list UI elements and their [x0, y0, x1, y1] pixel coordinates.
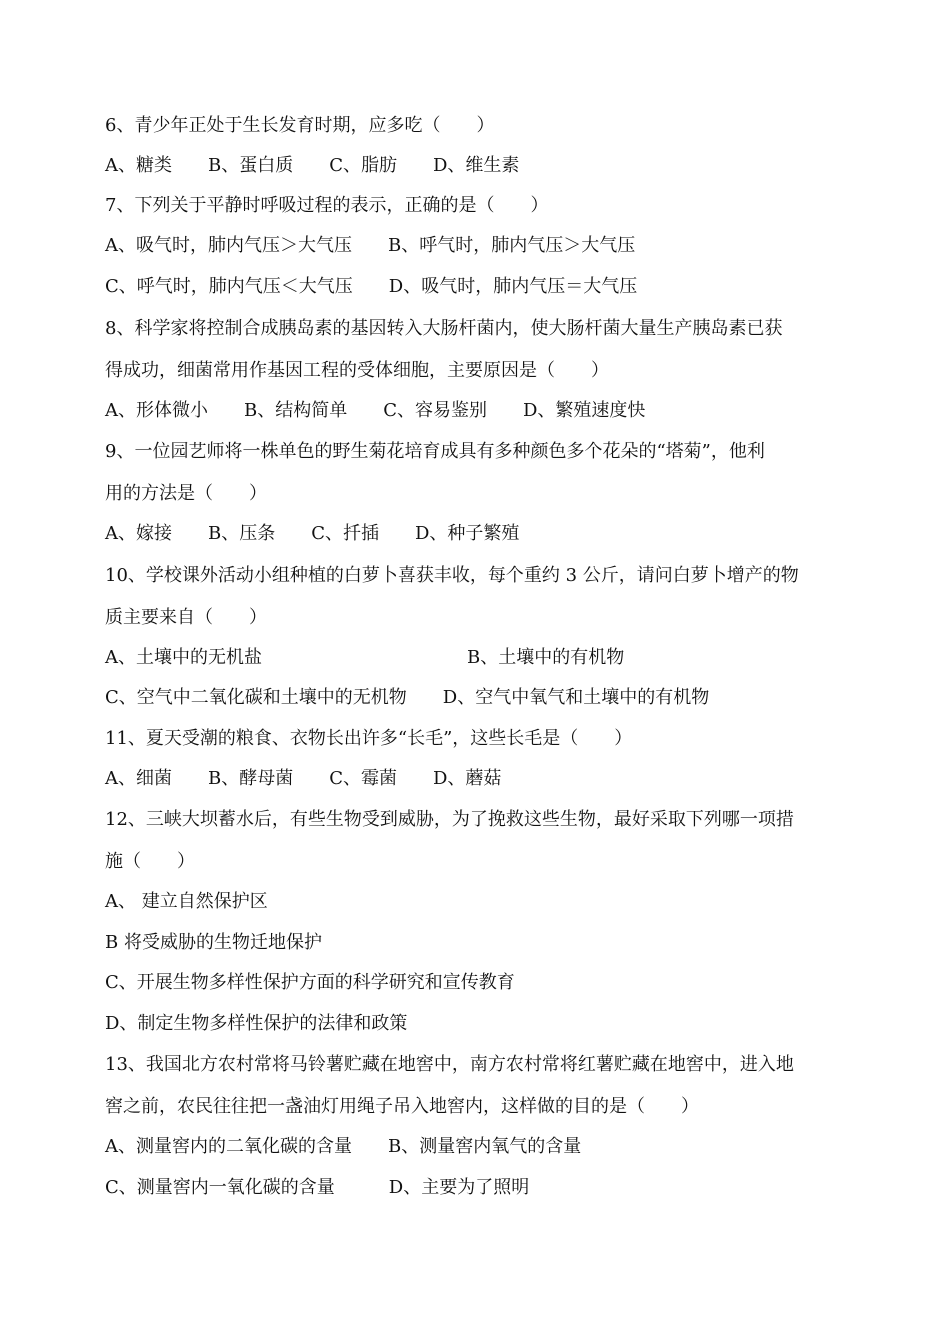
question-12-stem-line-1: 12、三峡大坝蓄水后，有些生物受到威胁，为了挽救这些生物，最好采取下列哪一项措 — [105, 809, 794, 830]
question-6-stem-line-1: 6、青少年正处于生长发育时期，应多吃（ ） — [105, 115, 495, 136]
question-12-option-c: C、开展生物多样性保护方面的科学研究和宣传教育 — [105, 972, 515, 993]
question-10-option-a: A、土壤中的无机盐 — [105, 647, 262, 668]
question-12-option-b: B 将受威胁的生物迁地保护 — [105, 932, 322, 953]
question-9-options-line-1: A、嫁接 B、压条 C、扦插 D、种子繁殖 — [105, 523, 520, 544]
question-7-options-line-1: A、吸气时，肺内气压＞大气压 B、呼气时，肺内气压＞大气压 — [105, 235, 636, 256]
question-12-option-a: A、 建立自然保护区 — [105, 891, 268, 912]
question-8-stem-line-1: 8、科学家将控制合成胰岛素的基因转入大肠杆菌内，使大肠杆菌大量生产胰岛素已获 — [105, 318, 783, 339]
question-10-option-b: B、土壤中的有机物 — [467, 647, 625, 668]
question-13-options-line-1: A、测量窖内的二氧化碳的含量 B、测量窖内氧气的含量 — [105, 1136, 582, 1157]
question-6-options-line-1: A、糖类 B、蛋白质 C、脂肪 D、维生素 — [105, 155, 520, 176]
question-7-options-line-2: C、呼气时，肺内气压＜大气压 D、吸气时，肺内气压＝大气压 — [105, 276, 638, 297]
question-7-stem-line-1: 7、下列关于平静时呼吸过程的表示，正确的是（ ） — [105, 195, 549, 216]
question-12-option-d: D、制定生物多样性保护的法律和政策 — [105, 1013, 408, 1034]
question-11-stem-line-1: 11、夏天受潮的粮食、衣物长出许多“长毛”，这些长毛是（ ） — [105, 728, 633, 749]
question-8-stem-line-2: 得成功，细菌常用作基因工程的受体细胞，主要原因是（ ） — [105, 360, 609, 381]
question-12-stem-line-2: 施（ ） — [105, 851, 195, 872]
question-9-stem-line-1: 9、一位园艺师将一株单色的野生菊花培育成具有多种颜色多个花朵的“塔菊”，他利 — [105, 441, 765, 462]
question-13-stem-line-2: 窖之前，农民往往把一盏油灯用绳子吊入地窖内，这样做的目的是（ ） — [105, 1096, 699, 1117]
question-9-stem-line-2: 用的方法是（ ） — [105, 483, 267, 504]
question-11-options-line-1: A、细菌 B、酵母菌 C、霉菌 D、蘑菇 — [105, 768, 502, 789]
question-13-options-line-2: C、测量窖内一氧化碳的含量 D、主要为了照明 — [105, 1177, 530, 1198]
question-10-stem-line-1: 10、学校课外活动小组种植的白萝卜喜获丰收，每个重约 3 公斤，请问白萝卜增产的物 — [105, 565, 799, 586]
question-8-options-line-1: A、形体微小 B、结构简单 C、容易鉴别 D、繁殖速度快 — [105, 400, 646, 421]
question-10-options-line-2: C、空气中二氧化碳和土壤中的无机物 D、空气中氧气和土壤中的有机物 — [105, 687, 710, 708]
question-10-stem-line-2: 质主要来自（ ） — [105, 607, 267, 628]
question-13-stem-line-1: 13、我国北方农村常将马铃薯贮藏在地窖中，南方农村常将红薯贮藏在地窖中，进入地 — [105, 1054, 794, 1075]
